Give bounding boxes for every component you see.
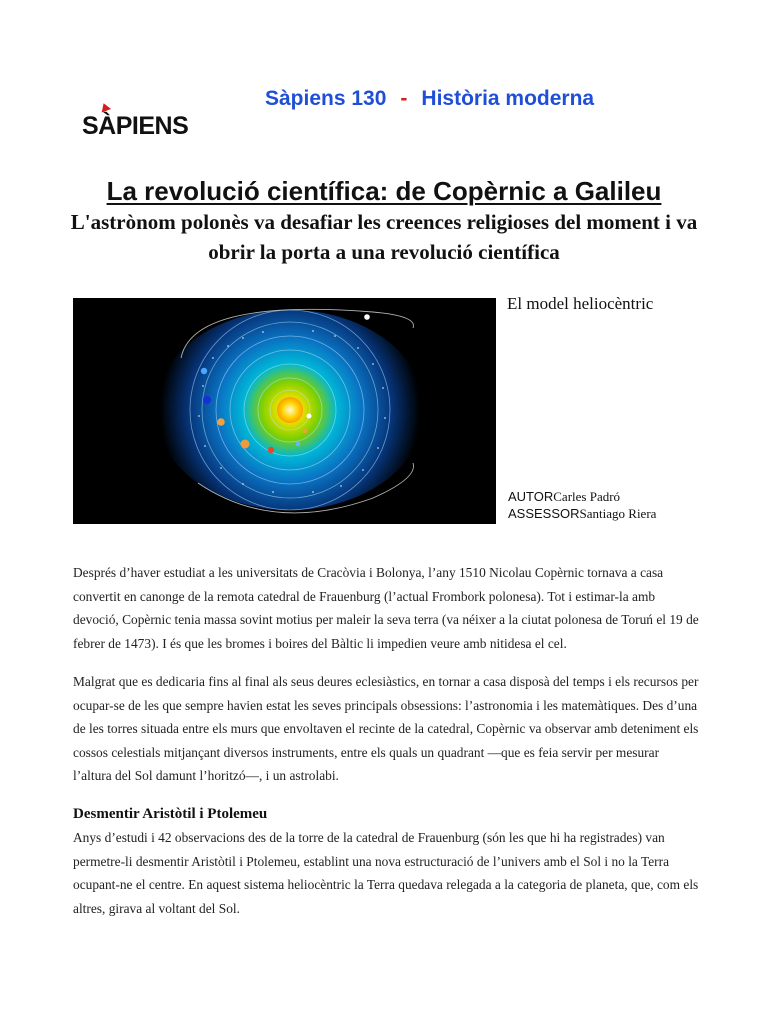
magazine-issue: Sàpiens 130 xyxy=(265,87,387,110)
advisor-credit xyxy=(508,506,656,522)
advisor-name: Santiago Riera xyxy=(579,506,657,521)
advisor-label: ASSESSOR xyxy=(508,506,580,521)
figure-caption: El model heliocèntric xyxy=(507,294,654,313)
body-paragraph-3: Anys d’estudi i 42 observacions des de la torre de la catedral de Frauenburg (són les que hi ha registrades) van permetre-li desmentir Aristòtil i Ptolemeu, establint una nova estructuració de l’univers amb el Sol i no la Terra ocupant-ne el centre. En aquest sistema heliocèntric la Terra quedava relegada a la categoria de planeta, que, com els altres, girava al voltant del Sol. xyxy=(73,830,699,916)
logo-text: SÀPIENS xyxy=(82,112,189,140)
author-label: AUTOR xyxy=(508,489,554,504)
article-subtitle: L'astrònom polonès va desafiar les creences religioses del moment i va obrir la porta a una revolució científica xyxy=(70,210,698,264)
logo-accent-mark xyxy=(99,102,111,113)
sapiens-logo xyxy=(74,100,204,145)
author-name: Carles Padró xyxy=(553,489,621,504)
body-paragraph-2: Malgrat que es dedicaria fins al final als seus deures eclesiàstics, en tornar a casa disposà del temps i els recursos per ocupar-se de les que sempre havien estat les seves principals obsessions: l’astronomia i les matemàtiques. Des d’una de les torres situada entre els murs que envoltaven el recinte de la catedral, Copèrnic va observar amb deteniment els cossos celestials mitjançant diversos instruments, entre els quals un quadrant —que es feia servir per mesurar l’altura del Sol damunt l’horitzó—, i un astrolabi. xyxy=(73,674,699,783)
header-separator: - xyxy=(400,87,408,110)
article-title: La revolució científica: de Copèrnic a Galileu xyxy=(106,176,662,206)
solar-system-illustration xyxy=(73,298,496,524)
section-heading: Desmentir Aristòtil i Ptolemeu xyxy=(73,806,268,822)
body-paragraph-1: Després d’haver estudiat a les universitats de Cracòvia i Bolonya, l’any 1510 Nicolau Copèrnic tornava a casa convertit en canonge de la remota catedral de Frauenburg (l’actual Frombork polonesa). Tot i estimar-la amb devoció, Copèrnic tenia massa sovint motius per maleir la seva terra (va néixer a la ciutat polonesa de Toruń el 19 de febrer de 1473). I és que les bromes i boires del Bàltic li impedien veure amb nitidesa el cel. xyxy=(73,565,699,651)
heliocentric-model-image xyxy=(73,298,496,524)
magazine-header xyxy=(265,87,594,111)
author-credit xyxy=(508,489,620,505)
magazine-section: Història moderna xyxy=(421,87,595,110)
